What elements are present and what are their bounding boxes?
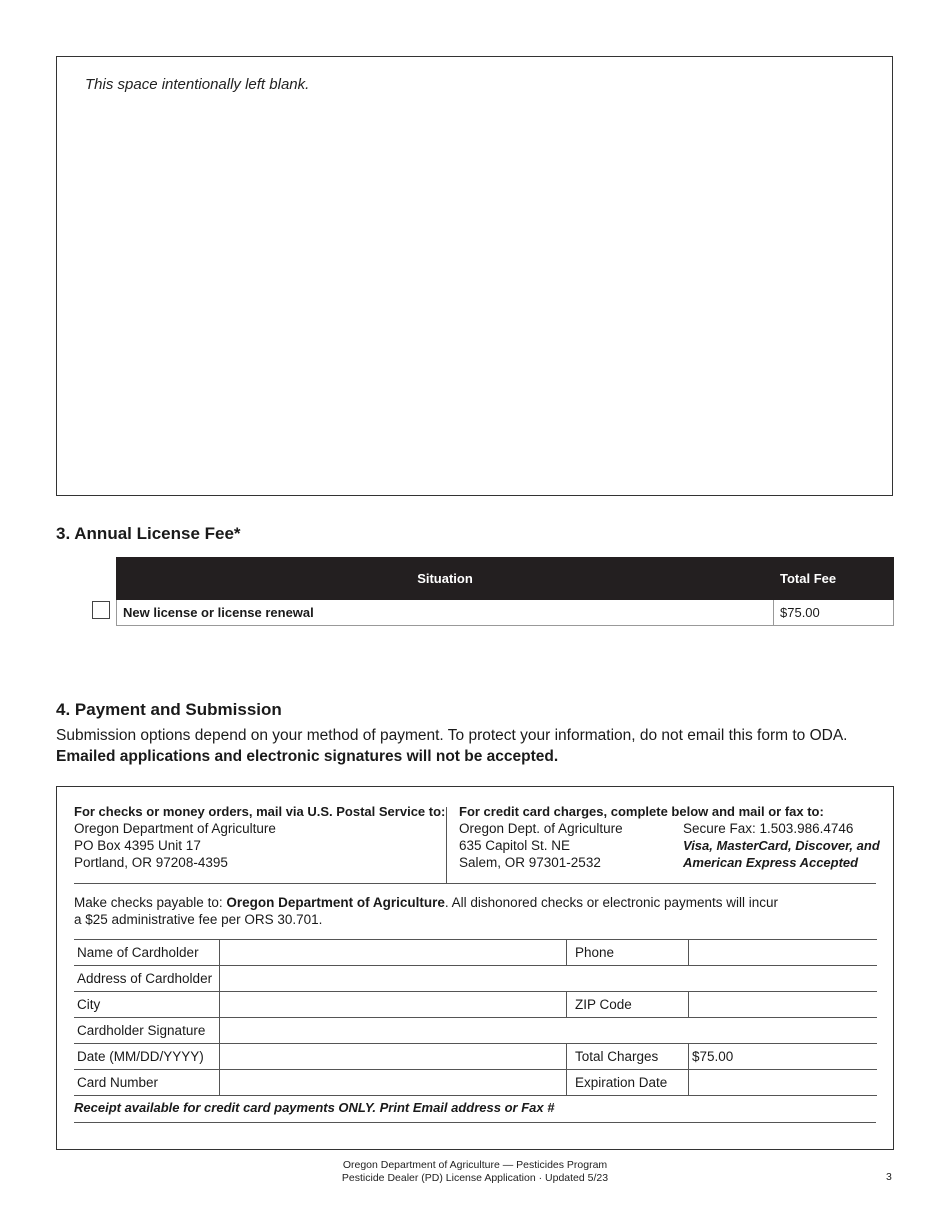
card-number-field[interactable]	[220, 1070, 567, 1096]
zip-label: ZIP Code	[567, 992, 689, 1018]
payment-intro-warning: Emailed applications and electronic signatures will not be accepted.	[56, 748, 559, 765]
secure-fax: Secure Fax: 1.503.986.4746	[683, 821, 854, 836]
payable-fee-note: a $25 administrative fee per ORS 30.701.	[74, 912, 323, 927]
payable-note	[74, 894, 854, 928]
payable-prefix: Make checks payable to:	[74, 895, 223, 910]
checks-heading: For checks or money orders, mail via U.S. Postal Service to:	[74, 804, 446, 819]
expiration-field[interactable]	[689, 1070, 878, 1096]
cardholder-address-label: Address of Cardholder	[74, 966, 220, 992]
table-row	[74, 1070, 877, 1096]
blank-section-box	[56, 56, 893, 496]
new-license-checkbox[interactable]	[92, 601, 110, 619]
card-number-label: Card Number	[74, 1070, 220, 1096]
situation-column-header: Situation	[117, 558, 774, 600]
payable-payee: Oregon Department of Agriculture	[226, 895, 445, 910]
zip-field[interactable]	[689, 992, 878, 1018]
fee-table-header	[117, 558, 894, 600]
phone-field[interactable]	[689, 940, 878, 966]
divider	[74, 883, 876, 884]
fee-section-heading: 3. Annual License Fee*	[56, 524, 241, 543]
table-row	[74, 966, 877, 992]
checks-mailing-block	[74, 803, 445, 871]
total-charges-label: Total Charges	[567, 1044, 689, 1070]
table-row	[117, 600, 894, 626]
accepted-cards-line: Visa, MasterCard, Discover, and	[683, 838, 880, 853]
cardholder-name-label: Name of Cardholder	[74, 940, 220, 966]
fax-block	[683, 820, 880, 871]
credit-card-form	[74, 939, 877, 1096]
accepted-cards-line: American Express Accepted	[683, 855, 859, 870]
page-footer	[0, 1159, 950, 1185]
column-divider	[446, 807, 447, 883]
payable-suffix: . All dishonored checks or electronic payments will incur	[444, 895, 779, 910]
credit-address-line: 635 Capitol St. NE	[459, 838, 571, 853]
checks-address-line: Oregon Department of Agriculture	[74, 821, 276, 836]
city-label: City	[74, 992, 220, 1018]
checks-address-line: Portland, OR 97208-4395	[74, 855, 228, 870]
table-row	[74, 1044, 877, 1070]
signature-field[interactable]	[220, 1018, 878, 1044]
table-row	[74, 1018, 877, 1044]
fee-table	[116, 557, 894, 626]
blank-section-text: This space intentionally left blank.	[85, 76, 310, 93]
cardholder-address-field[interactable]	[220, 966, 878, 992]
receipt-line[interactable]	[74, 1122, 876, 1123]
situation-cell: New license or license renewal	[117, 600, 774, 626]
date-field[interactable]	[220, 1044, 567, 1070]
date-label: Date (MM/DD/YYYY)	[74, 1044, 220, 1070]
expiration-label: Expiration Date	[567, 1070, 689, 1096]
phone-label: Phone	[567, 940, 689, 966]
footer-line: Pesticide Dealer (PD) License Application · Updated 5/23	[341, 1172, 609, 1184]
payment-section-heading: 4. Payment and Submission	[56, 700, 282, 719]
receipt-note: Receipt available for credit card payments ONLY. Print Email address or Fax #	[74, 1100, 555, 1115]
cardholder-name-field[interactable]	[220, 940, 567, 966]
total-charges-value: $75.00	[689, 1044, 878, 1070]
payment-box	[56, 786, 894, 1150]
city-field[interactable]	[220, 992, 567, 1018]
table-row	[74, 992, 877, 1018]
credit-address-line: Salem, OR 97301-2532	[459, 855, 601, 870]
credit-heading: For credit card charges, complete below and mail or fax to:	[459, 804, 824, 819]
payment-intro-text: Submission options depend on your method of payment. To protect your information, do not email this form to ODA.	[56, 727, 848, 744]
footer-line: Oregon Department of Agriculture — Pesticides Program	[342, 1159, 608, 1171]
signature-label: Cardholder Signature	[74, 1018, 220, 1044]
checks-address-line: PO Box 4395 Unit 17	[74, 838, 201, 853]
payment-intro	[56, 725, 876, 767]
total-fee-column-header: Total Fee	[774, 558, 894, 600]
fee-cell: $75.00	[774, 600, 894, 626]
credit-address-line: Oregon Dept. of Agriculture	[459, 821, 623, 836]
table-row	[74, 940, 877, 966]
page-number: 3	[886, 1171, 892, 1183]
